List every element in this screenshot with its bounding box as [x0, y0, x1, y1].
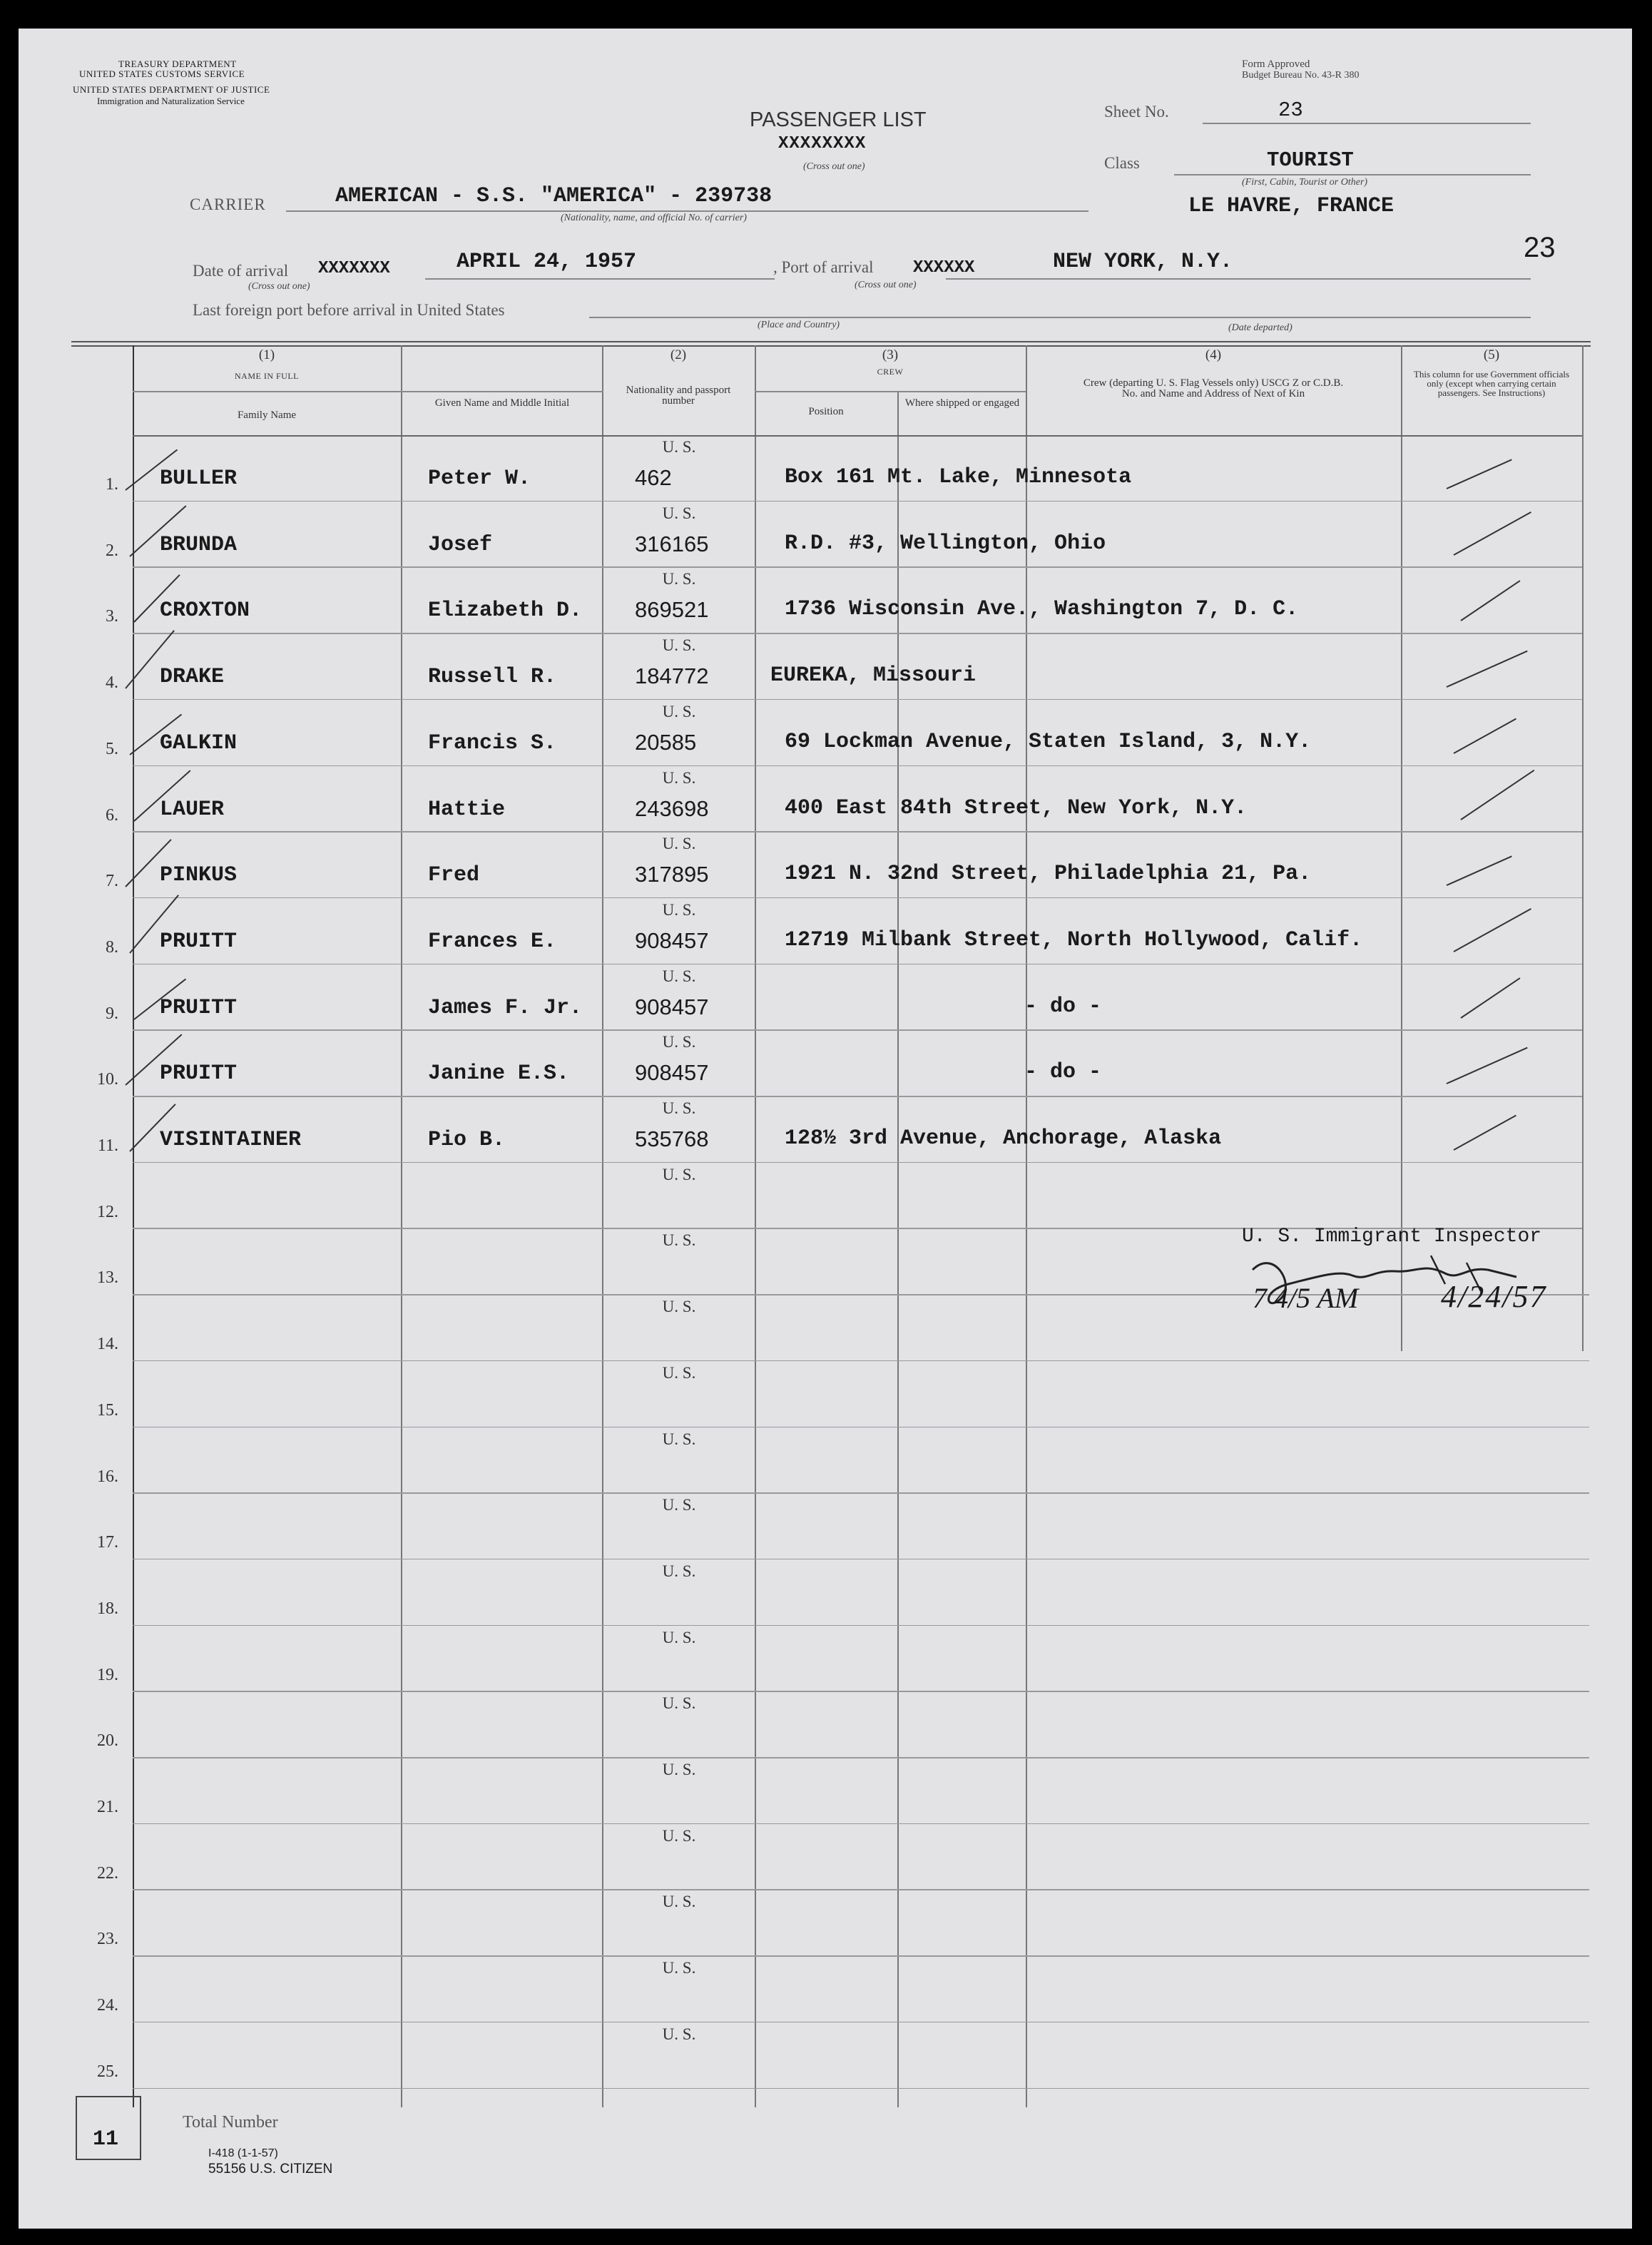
sheet-number: 23 — [1278, 98, 1303, 122]
passport-number-cell: 243698 — [635, 795, 709, 821]
passenger-list-document — [19, 29, 1632, 2229]
official-check-mark — [1447, 459, 1512, 489]
last-foreign-port-label: Last foreign port before arrival in United States — [193, 301, 505, 319]
row-number: 15. — [97, 1400, 118, 1420]
agency-line-3: UNITED STATES DEPARTMENT OF JUSTICE — [73, 84, 270, 95]
form-approved: Form Approved — [1242, 58, 1310, 70]
row-number: 17. — [97, 1533, 118, 1552]
family-name-cell: DRAKE — [160, 665, 225, 690]
place-country-caption: (Place and Country) — [758, 320, 840, 330]
nationality-label: U. S. — [662, 900, 696, 919]
class-caption: (First, Cabin, Tourist or Other) — [1242, 177, 1368, 188]
row-number: 6. — [106, 805, 118, 825]
family-name-cell: LAUER — [160, 797, 225, 822]
budget-bureau: Budget Bureau No. 43-R 380 — [1242, 70, 1360, 81]
row-divider — [133, 1823, 1589, 1825]
col4-number: (4) — [1205, 347, 1222, 362]
given-name-cell: Janine E.S. — [428, 1062, 570, 1086]
address-cell: 1921 N. 32nd Street, Philadelphia 21, Pa. — [785, 862, 1312, 887]
passport-number-cell: 462 — [635, 465, 672, 490]
col2-number: (2) — [670, 347, 687, 362]
address-cell: EUREKA, Missouri — [770, 663, 977, 688]
address-cell: - do - — [1024, 994, 1102, 1019]
agency-line-1: TREASURY DEPARTMENT — [118, 58, 237, 69]
family-name-cell: PINKUS — [160, 863, 238, 888]
family-name-cell: PRUITT — [160, 1062, 238, 1086]
passport-number-cell: 908457 — [635, 994, 709, 1019]
inspector-label: U. S. Immigrant Inspector — [1242, 1226, 1542, 1248]
nationality-label: U. S. — [662, 1363, 696, 1382]
passport-number-cell: 869521 — [635, 597, 709, 623]
row-number: 2. — [106, 541, 118, 560]
form-code: 55156 U.S. CITIZEN — [208, 2162, 333, 2177]
row-divider — [133, 633, 1582, 634]
row-divider — [133, 897, 1582, 899]
row-number: 12. — [97, 1202, 118, 1221]
row-divider — [133, 566, 1582, 568]
nationality-label: U. S. — [662, 1231, 696, 1250]
official-check-mark — [1454, 718, 1516, 753]
document-title: PASSENGER LIST — [750, 108, 927, 131]
row-divider — [133, 1492, 1589, 1494]
row-divider — [133, 964, 1582, 965]
col1-title: NAME IN FULL — [235, 371, 299, 381]
given-name-cell: Russell R. — [428, 665, 557, 690]
passport-number-cell: 20585 — [635, 729, 697, 755]
row-divider — [133, 1162, 1582, 1164]
row-number: 14. — [97, 1335, 118, 1354]
title-cross-out-caption: (Cross out one) — [803, 161, 865, 172]
port-cross-out-caption: (Cross out one) — [855, 280, 917, 290]
row-number: 22. — [97, 1863, 118, 1883]
family-name-cell: VISINTAINER — [160, 1128, 302, 1152]
given-name-cell: Fred — [428, 863, 480, 888]
row-divider — [133, 2088, 1589, 2089]
row-divider — [133, 1691, 1589, 1692]
nationality-label: U. S. — [662, 1496, 696, 1515]
passport-number-cell: 184772 — [635, 663, 709, 689]
col2-title: Nationality and passport number — [626, 385, 731, 407]
row-number: 23. — [97, 1930, 118, 1949]
official-check-mark — [1460, 769, 1534, 820]
passport-number-cell: 908457 — [635, 1060, 709, 1086]
class-label: Class — [1104, 154, 1140, 172]
row-number: 11. — [97, 1136, 118, 1155]
passport-number-cell: 535768 — [635, 1126, 709, 1151]
row-number: 20. — [97, 1731, 118, 1751]
row-number: 25. — [97, 2062, 118, 2081]
inspector-date: 4/24/57 — [1441, 1279, 1547, 1314]
total-number-value: 11 — [93, 2127, 119, 2152]
date-of-arrival-label: Date of arrival — [193, 262, 289, 280]
nationality-label: U. S. — [662, 1165, 696, 1183]
nationality-label: U. S. — [662, 1430, 696, 1448]
address-cell: 12719 Milbank Street, North Hollywood, Calif. — [785, 927, 1363, 952]
given-name-cell: Pio B. — [428, 1128, 506, 1152]
official-check-mark — [1454, 1115, 1516, 1151]
nationality-label: U. S. — [662, 2025, 696, 2043]
row-divider — [133, 1360, 1589, 1362]
row-number: 1. — [106, 475, 118, 494]
family-name-cell: BRUNDA — [160, 532, 238, 557]
address-cell: 128½ 3rd Avenue, Anchorage, Alaska — [785, 1126, 1222, 1151]
nationality-label: U. S. — [662, 1099, 696, 1117]
row-divider — [133, 1427, 1589, 1428]
given-name-cell: Francis S. — [428, 730, 557, 755]
given-name-cell: James F. Jr. — [428, 995, 583, 1020]
nationality-label: U. S. — [662, 1959, 696, 1977]
row-divider — [133, 831, 1582, 833]
nationality-label: U. S. — [662, 1761, 696, 1778]
address-cell: 69 Lockman Avenue, Staten Island, 3, N.Y. — [785, 729, 1312, 754]
col1-given-header: Given Name and Middle Initial — [434, 397, 570, 409]
form-number: I-418 (1-1-57) — [208, 2147, 278, 2159]
date-of-arrival-value: APRIL 24, 1957 — [457, 250, 637, 274]
col3-shipped-header: Where shipped or engaged — [904, 397, 1020, 409]
departure-port: LE HAVRE, FRANCE — [1188, 194, 1394, 218]
row-number: 7. — [106, 872, 118, 891]
row-divider — [133, 699, 1582, 701]
row-divider — [133, 1889, 1589, 1890]
official-check-mark — [1460, 977, 1520, 1019]
nationality-label: U. S. — [662, 1033, 696, 1052]
col5-title: This column for use Government officials only (except when carrying certain passengers. See Instructions) — [1413, 369, 1570, 398]
col3-position-header: Position — [808, 406, 844, 417]
agency-line-4: Immigration and Naturalization Service — [97, 96, 245, 106]
port-of-arrival-value: NEW YORK, N.Y. — [1053, 250, 1233, 274]
nationality-label: U. S. — [662, 504, 696, 522]
nationality-label: U. S. — [662, 1298, 696, 1316]
col1-family-header: Family Name — [237, 409, 297, 421]
family-name-cell: PRUITT — [160, 929, 238, 954]
col1-number: (1) — [258, 347, 275, 362]
date-departed-caption: (Date departed) — [1228, 322, 1292, 333]
inspector-time: 7 4/5 AM — [1253, 1282, 1359, 1314]
row-number: 9. — [106, 1004, 118, 1023]
official-check-mark — [1454, 908, 1531, 952]
official-check-mark — [1447, 651, 1528, 688]
given-name-cell: Josef — [428, 532, 493, 557]
given-name-cell: Peter W. — [428, 467, 531, 491]
row-number: 10. — [97, 1070, 118, 1089]
row-divider — [133, 765, 1582, 767]
row-divider — [133, 501, 1582, 502]
agency-line-2: UNITED STATES CUSTOMS SERVICE — [79, 68, 245, 79]
nationality-label: U. S. — [662, 702, 696, 721]
row-number: 21. — [97, 1798, 118, 1816]
official-check-mark — [1447, 1047, 1528, 1084]
carrier-value: AMERICAN - S.S. "AMERICA" - 239738 — [335, 184, 773, 208]
port-struck-text: XXXXXX — [913, 258, 975, 278]
nationality-label: U. S. — [662, 1826, 696, 1845]
row-divider — [133, 1029, 1582, 1031]
address-cell: - do - — [1024, 1060, 1102, 1085]
col4-title: Crew (departing U. S. Flag Vessels only) USCG Z or C.D.B. No. and Name and Address of Next of Kin — [1083, 377, 1344, 399]
row-number: 18. — [97, 1599, 118, 1618]
nationality-label: U. S. — [662, 768, 696, 787]
nationality-label: U. S. — [662, 1562, 696, 1580]
nationality-label: U. S. — [662, 570, 696, 589]
address-cell: 1736 Wisconsin Ave., Washington 7, D. C. — [785, 597, 1299, 622]
address-cell: Box 161 Mt. Lake, Minnesota — [785, 465, 1132, 489]
nationality-label: U. S. — [662, 835, 696, 853]
family-name-cell: CROXTON — [160, 599, 250, 623]
row-number: 3. — [106, 607, 118, 626]
date-cross-out-caption: (Cross out one) — [248, 281, 310, 292]
col3-number: (3) — [882, 347, 899, 362]
given-name-cell: Frances E. — [428, 929, 557, 954]
date-struck-text: XXXXXXX — [318, 259, 390, 278]
official-check-mark — [1460, 581, 1520, 622]
row-number: 8. — [106, 937, 118, 957]
given-name-cell: Hattie — [428, 797, 506, 822]
row-number: 5. — [106, 739, 118, 758]
col3-title: CREW — [877, 367, 904, 377]
class-value: TOURIST — [1267, 148, 1354, 172]
nationality-label: U. S. — [662, 636, 696, 655]
nationality-label: U. S. — [662, 967, 696, 985]
passport-number-cell: 317895 — [635, 862, 709, 887]
address-cell: 400 East 84th Street, New York, N.Y. — [785, 795, 1248, 820]
nationality-label: U. S. — [662, 1628, 696, 1646]
row-number: 13. — [97, 1268, 118, 1288]
row-divider — [133, 1757, 1589, 1758]
carrier-label: CARRIER — [190, 195, 266, 213]
col5-number: (5) — [1483, 347, 1500, 362]
row-divider — [133, 2022, 1589, 2023]
row-number: 16. — [97, 1467, 118, 1486]
official-check-mark — [1454, 511, 1531, 556]
official-check-mark — [1447, 856, 1512, 887]
address-cell: R.D. #3, Wellington, Ohio — [785, 531, 1106, 556]
passport-number-cell: 908457 — [635, 927, 709, 953]
passport-number-cell: 316165 — [635, 531, 709, 556]
sheet-label: Sheet No. — [1104, 103, 1169, 121]
family-name-cell: PRUITT — [160, 995, 238, 1020]
row-number: 24. — [97, 1996, 118, 2015]
corner-sheet-number: 23 — [1524, 232, 1556, 263]
row-divider — [133, 1096, 1582, 1097]
nationality-label: U. S. — [662, 1893, 696, 1911]
row-divider — [133, 1559, 1589, 1560]
nationality-label: U. S. — [662, 438, 696, 456]
row-divider — [133, 1625, 1589, 1627]
family-name-cell: BULLER — [160, 467, 238, 491]
family-name-cell: GALKIN — [160, 730, 238, 755]
row-divider — [133, 1955, 1589, 1957]
given-name-cell: Elizabeth D. — [428, 599, 583, 623]
nationality-label: U. S. — [662, 1694, 696, 1713]
port-of-arrival-label: , Port of arrival — [773, 258, 874, 276]
row-number: 19. — [97, 1665, 118, 1684]
total-number-label: Total Number — [183, 2113, 278, 2132]
carrier-caption: (Nationality, name, and official No. of carrier) — [561, 213, 747, 223]
row-number: 4. — [106, 673, 118, 693]
title-struck-text: XXXXXXXX — [778, 134, 867, 153]
